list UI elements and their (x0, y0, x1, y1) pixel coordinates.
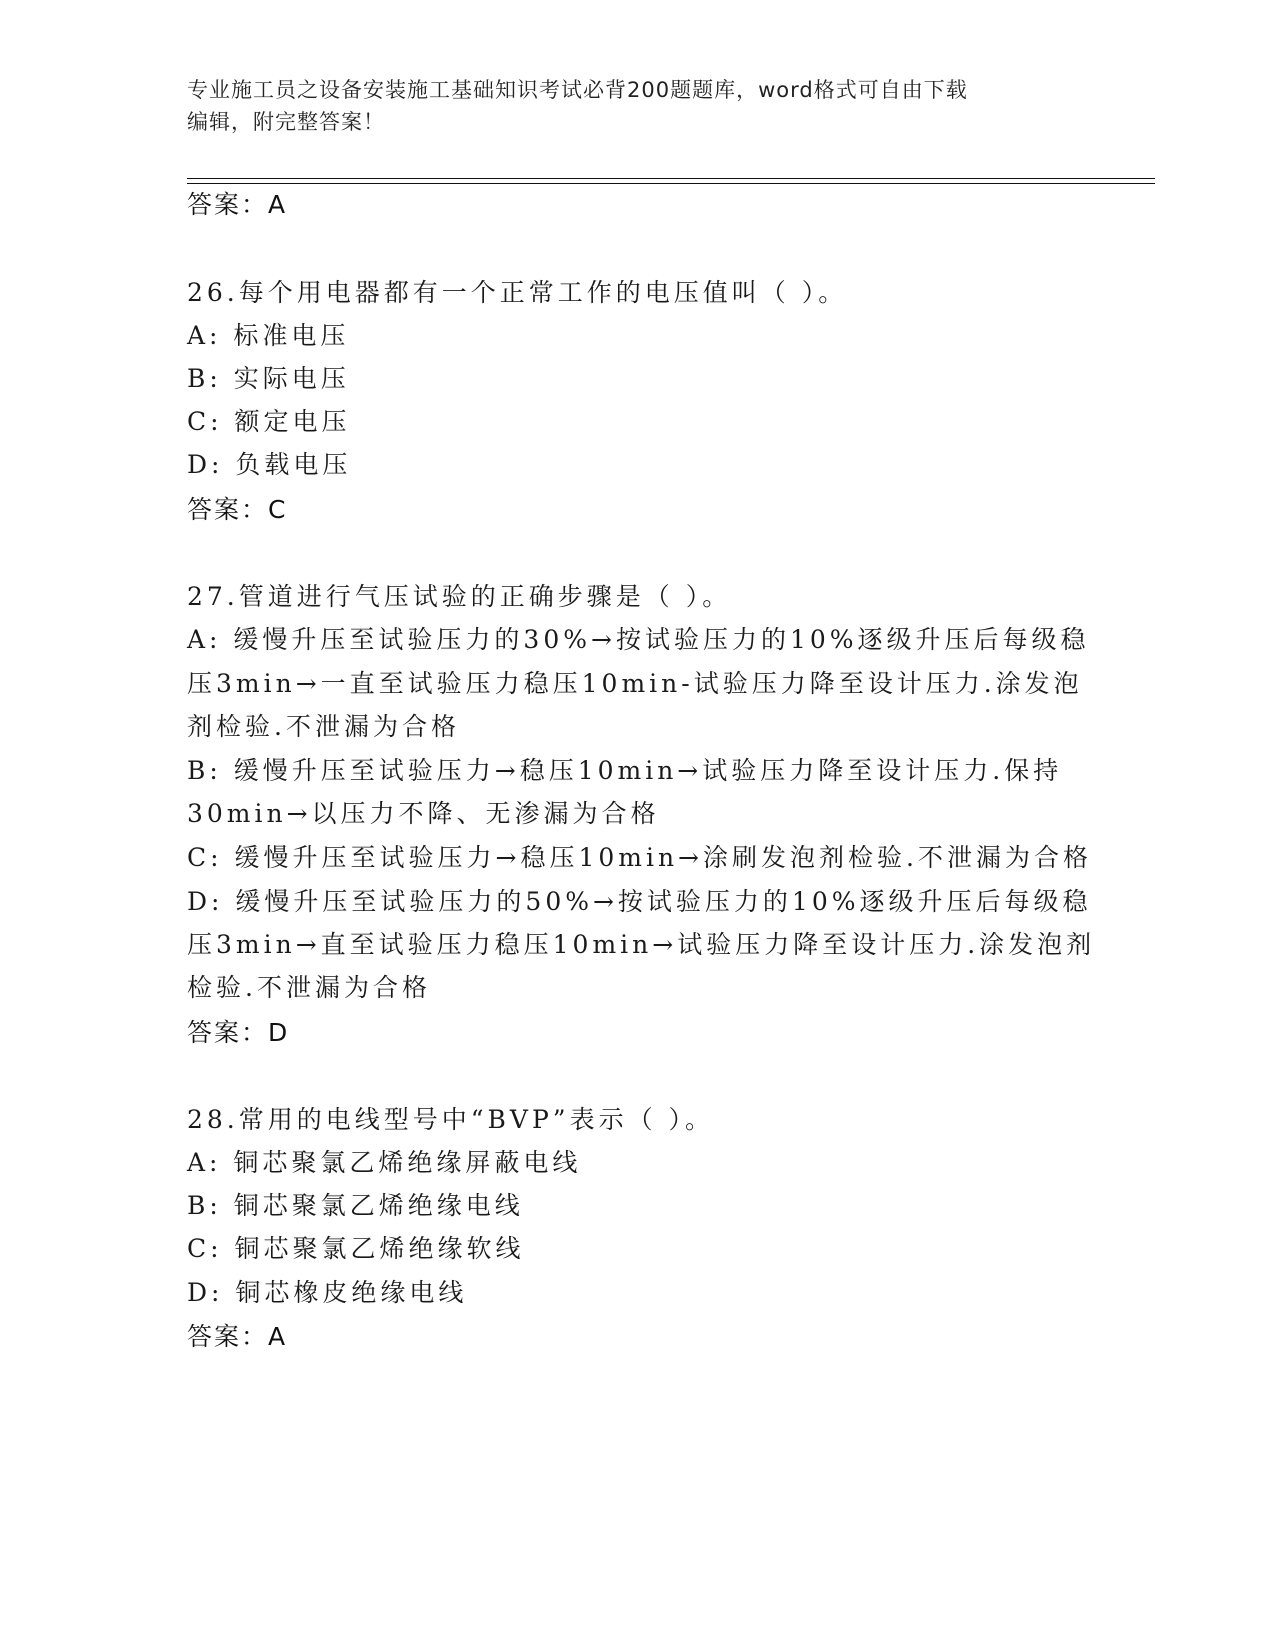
question-26-stem: 26.每个用电器都有一个正常工作的电压值叫（ ）。 (187, 278, 848, 307)
header-line-2: 编辑，附完整答案！ (187, 110, 385, 134)
page-header (187, 74, 1067, 138)
question-27-option-d-line-1: D: 缓慢升压至试验压力的50%→按试验压力的10%逐级升压后每级稳 (187, 887, 1092, 916)
question-27-option-a-line-1: A: 缓慢升压至试验压力的30%→按试验压力的10%逐级升压后每级稳 (187, 625, 1090, 654)
question-27-option-d-line-2: 压3min→直至试验压力稳压10min→试验压力降至设计压力.涂发泡剂 (187, 930, 1096, 959)
question-27-option-a-line-3: 剂检验.不泄漏为合格 (187, 712, 460, 741)
question-27-option-b-line-2: 30min→以压力不降、无渗漏为合格 (187, 799, 660, 828)
question-27-answer: 答案：D (187, 1018, 290, 1047)
question-27-option-b-line-1: B: 缓慢升压至试验压力→稳压10min→试验压力降至设计压力.保持 (187, 756, 1063, 785)
question-26-option-b: B: 实际电压 (187, 364, 350, 393)
question-27-option-c: C: 缓慢升压至试验压力→稳压10min→涂刷发泡剂检验.不泄漏为合格 (187, 843, 1092, 872)
answer-25: 答案：A (187, 190, 288, 219)
header-line-1: 专业施工员之设备安装施工基础知识考试必背200题题库，word格式可自由下载 (187, 78, 968, 102)
question-28-answer: 答案：A (187, 1322, 288, 1351)
question-26-option-a: A: 标准电压 (187, 321, 350, 350)
question-27-option-a-line-2: 压3min→一直至试验压力稳压10min-试验压力降至设计压力.涂发泡 (187, 669, 1083, 698)
question-26-option-c: C: 额定电压 (187, 407, 351, 436)
question-26-answer: 答案：C (187, 495, 288, 524)
header-divider-bottom (187, 183, 1155, 184)
question-28-option-b: B: 铜芯聚氯乙烯绝缘电线 (187, 1191, 524, 1220)
question-27-option-d-line-3: 检验.不泄漏为合格 (187, 973, 431, 1002)
question-28-option-c: C: 铜芯聚氯乙烯绝缘软线 (187, 1234, 525, 1263)
question-28-stem: 28.常用的电线型号中“BVP”表示（ ）。 (187, 1105, 715, 1134)
question-27-stem: 27.管道进行气压试验的正确步骤是（ ）。 (187, 582, 732, 611)
header-divider-top (187, 178, 1155, 179)
question-26-option-d: D: 负载电压 (187, 450, 352, 479)
question-28-option-d: D: 铜芯橡皮绝缘电线 (187, 1278, 468, 1307)
question-28-option-a: A: 铜芯聚氯乙烯绝缘屏蔽电线 (187, 1148, 582, 1177)
